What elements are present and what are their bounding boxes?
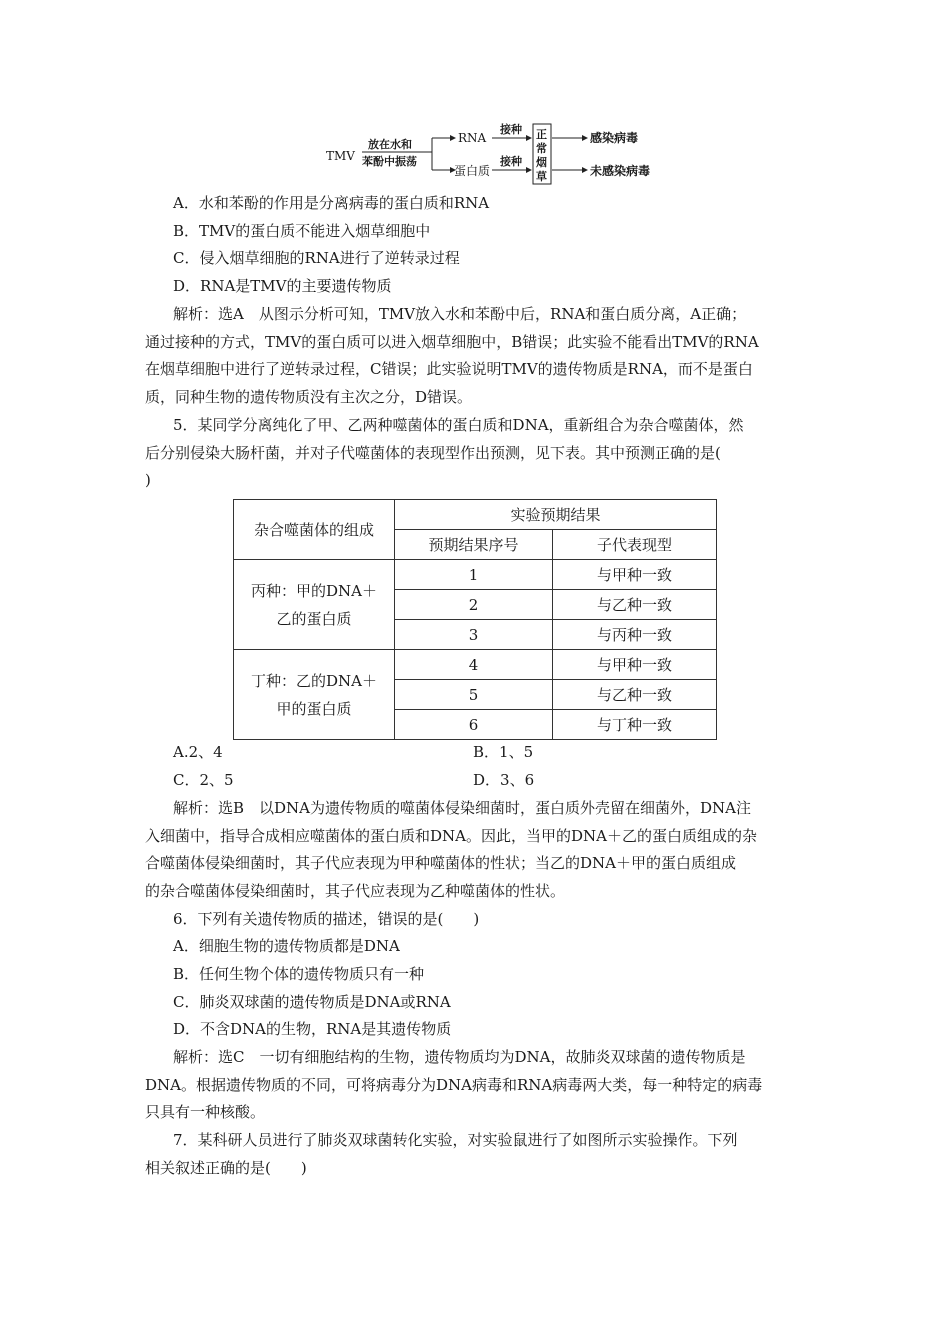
q5-stem-line-1: 5．某同学分离纯化了甲、乙两种噬菌体的蛋白质和DNA，重新组合为杂合噬菌体，然 bbox=[173, 416, 744, 434]
q6-stem: 6．下列有关遗传物质的描述，错误的是( ) bbox=[173, 910, 480, 928]
diagram-not-infected-label: 未感染病毒 bbox=[590, 164, 651, 178]
diagram-tobacco-char-4: 草 bbox=[536, 170, 547, 183]
table-group-bing bbox=[234, 560, 395, 650]
q6-option-b: B．任何生物个体的遗传物质只有一种 bbox=[173, 965, 425, 983]
q5-option-d: D．3、6 bbox=[473, 771, 535, 789]
diagram-treatment-bottom: 苯酚中振荡 bbox=[362, 155, 417, 168]
table-header-seq: 预期结果序号 bbox=[395, 530, 553, 560]
diagram-inoculate-top: 接种 bbox=[500, 123, 522, 136]
group-bing-line-1: 丙种：甲的DNA＋ bbox=[251, 581, 377, 600]
table-seq-cell: 2 bbox=[395, 590, 553, 620]
diagram-rna-label: RNA bbox=[458, 131, 487, 145]
diagram-tobacco-char-2: 常 bbox=[536, 142, 547, 155]
q5-stem-line-2: 后分别侵染大肠杆菌，并对子代噬菌体的表现型作出预测，见下表。其中预测正确的是( bbox=[145, 444, 721, 462]
group-ding-line-1: 丁种：乙的DNA＋ bbox=[251, 671, 377, 690]
q4-option-d: D．RNA是TMV的主要遗传物质 bbox=[173, 277, 392, 295]
q5-results-table bbox=[233, 499, 717, 740]
table-seq-cell: 1 bbox=[395, 560, 553, 590]
table-phenotype-cell: 与甲种一致 bbox=[553, 560, 717, 590]
table-group-ding bbox=[234, 650, 395, 740]
q5-option-a: A.2、4 bbox=[173, 743, 223, 761]
q4-option-b: B．TMV的蛋白质不能进入烟草细胞中 bbox=[173, 222, 431, 240]
table-seq-cell: 5 bbox=[395, 680, 553, 710]
diagram-infected-label: 感染病毒 bbox=[590, 131, 639, 145]
q5-option-c: C．2、5 bbox=[173, 771, 234, 789]
q6-analysis-line-2: DNA。根据遗传物质的不同，可将病毒分为DNA病毒和RNA病毒两大类，每一种特定的病毒 bbox=[145, 1076, 763, 1094]
q7-stem-line-2: 相关叙述正确的是( ) bbox=[145, 1159, 307, 1177]
group-bing-line-2: 乙的蛋白质 bbox=[276, 609, 352, 628]
q5-stem-line-3: ) bbox=[145, 471, 151, 489]
q5-analysis-line-1: 解析：选B 以DNA为遗传物质的噬菌体侵染细菌时，蛋白质外壳留在细菌外，DNA注 bbox=[173, 799, 751, 817]
q4-analysis-line-2: 通过接种的方式，TMV的蛋白质可以进入烟草细胞中，B错误；此实验不能看出TMV的RNA bbox=[145, 333, 759, 351]
q4-option-c: C．侵入烟草细胞的RNA进行了逆转录过程 bbox=[173, 249, 460, 267]
q4-option-a: A．水和苯酚的作用是分离病毒的蛋白质和RNA bbox=[173, 194, 490, 212]
q4-analysis-line-4: 质，同种生物的遗传物质没有主次之分，D错误。 bbox=[145, 388, 473, 406]
q5-analysis-line-4: 的杂合噬菌体侵染细菌时，其子代应表现为乙种噬菌体的性状。 bbox=[145, 882, 566, 900]
table-phenotype-cell: 与乙种一致 bbox=[553, 680, 717, 710]
table-header-composition: 杂合噬菌体的组成 bbox=[234, 500, 395, 560]
table-header-results: 实验预期结果 bbox=[395, 500, 717, 530]
table-seq-cell: 3 bbox=[395, 620, 553, 650]
q4-analysis-line-3: 在烟草细胞中进行了逆转录过程，C错误；此实验说明TMV的遗传物质是RNA，而不是蛋白 bbox=[145, 360, 753, 378]
group-ding-line-2: 甲的蛋白质 bbox=[276, 699, 352, 718]
q6-option-a: A．细胞生物的遗传物质都是DNA bbox=[173, 937, 400, 955]
table-phenotype-cell: 与乙种一致 bbox=[553, 590, 717, 620]
q4-analysis-line-1: 解析：选A 从图示分析可知，TMV放入水和苯酚中后，RNA和蛋白质分离，A正确； bbox=[173, 305, 747, 323]
table-seq-cell: 6 bbox=[395, 710, 553, 740]
diagram-treatment-top: 放在水和 bbox=[368, 138, 412, 151]
q6-analysis-line-1: 解析：选C 一切有细胞结构的生物，遗传物质均为DNA，故肺炎双球菌的遗传物质是 bbox=[173, 1048, 746, 1066]
diagram-protein-label: 蛋白质 bbox=[454, 164, 491, 178]
q5-analysis-line-3: 合噬菌体侵染细菌时，其子代应表现为甲种噬菌体的性状；当乙的DNA＋甲的蛋白质组成 bbox=[145, 854, 736, 872]
q5-analysis-line-2: 入细菌中，指导合成相应噬菌体的蛋白质和DNA。因此，当甲的DNA＋乙的蛋白质组成的杂 bbox=[145, 827, 757, 845]
table-phenotype-cell: 与丁种一致 bbox=[553, 710, 717, 740]
table-phenotype-cell: 与丙种一致 bbox=[553, 620, 717, 650]
diagram-tobacco-char-3: 烟 bbox=[536, 156, 547, 169]
q7-stem-line-1: 7．某科研人员进行了肺炎双球菌转化实验，对实验鼠进行了如图所示实验操作。下列 bbox=[173, 1131, 738, 1149]
table-header-phenotype: 子代表现型 bbox=[553, 530, 717, 560]
table-seq-cell: 4 bbox=[395, 650, 553, 680]
tmv-experiment-diagram bbox=[320, 118, 680, 188]
q6-analysis-line-3: 只具有一种核酸。 bbox=[145, 1103, 266, 1121]
q6-option-d: D．不含DNA的生物，RNA是其遗传物质 bbox=[173, 1020, 452, 1038]
diagram-tobacco-char-1: 正 bbox=[536, 128, 547, 141]
diagram-tmv-label: TMV bbox=[326, 149, 355, 163]
table-phenotype-cell: 与甲种一致 bbox=[553, 650, 717, 680]
q5-option-b: B．1、5 bbox=[473, 743, 534, 761]
q6-option-c: C．肺炎双球菌的遗传物质是DNA或RNA bbox=[173, 993, 451, 1011]
diagram-inoculate-bottom: 接种 bbox=[500, 155, 522, 168]
